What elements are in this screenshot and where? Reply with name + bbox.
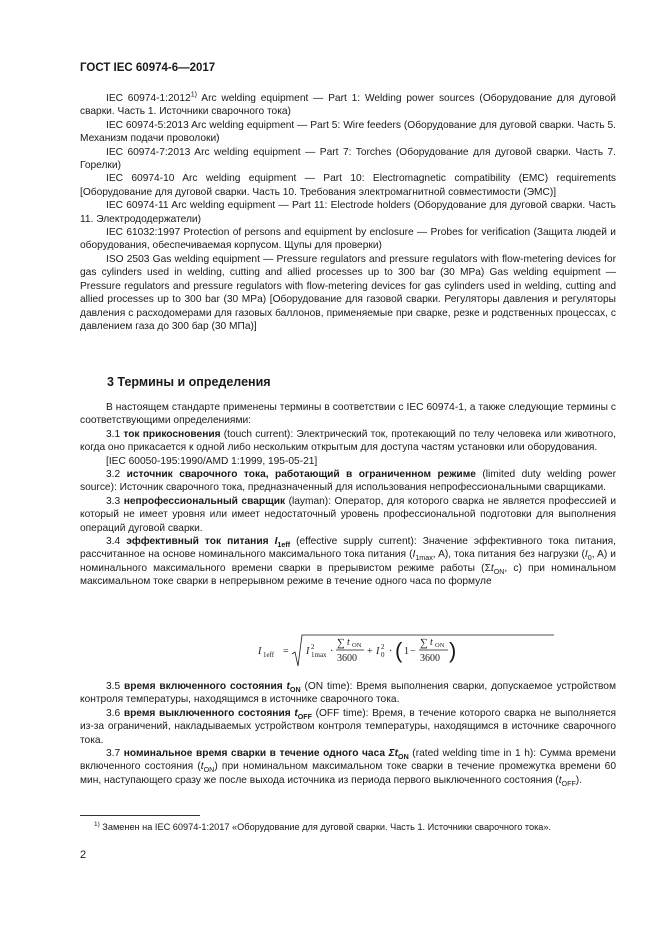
svg-text:): ) (449, 638, 457, 663)
term-3-3: 3.3 непрофессиональный сварщик (layman): Оператор, для которого сварка не является профессией и который не имеет уровня или имеет недостаточный уровень профессиональной подготовки для выполнения операций дуговой сварки. (80, 495, 617, 534)
svg-text:I: I (306, 646, 310, 657)
svg-text:0: 0 (381, 651, 385, 659)
svg-text:I: I (376, 646, 380, 657)
effective-current-formula (258, 632, 558, 670)
formula-lhs: I (258, 646, 262, 657)
term-3-5: 3.5 время включенного состояния $t_{ON}$ (ON time): Время выполнения сварки, допускаемое устройством контроля температуры, находящимся в источнике сварочного тока. (80, 681, 616, 706)
standard-header: ГОСТ IEC 60974-6—2017 (80, 62, 216, 74)
svg-text:+: + (367, 646, 373, 657)
reference-item: ISO 2503 Gas welding equipment — Pressure regulators and pressure regulators with flow-metering devices for gas cylinders used in welding, cutting and allied processes up to 300 bar (30 MPa) Gas welding equipment — Pressure regulators and pressure regulators with flow-metering devices for gas cylinders used in welding, cutting and allied processes up to 300 bar (30 MPa) [Оборудование для газовой сварки. Регуляторы давления и регуляторы давления с расходомерами для газовых баллонов, применяемые при сварке, резке и родственных процессах, с давлением газа до 300 бар (30 МПа)] (80, 253, 616, 332)
svg-text:2: 2 (381, 643, 385, 651)
footnote-text: Заменен на IEC 60974-1:2017 «Оборудование для дуговой сварки. Часть 1. Источники сварочного тока». (99, 822, 552, 832)
term-3-1: 3.1 ток прикосновения (touch current): Электрический ток, протекающий по телу человека или животного, когда оно прикасается к одной либо нескольким открытым для доступа частям установки или оборудования. (80, 428, 616, 454)
svg-text:2: 2 (311, 643, 315, 651)
footnote-separator (80, 815, 200, 816)
svg-text:=: = (283, 646, 289, 657)
svg-text:1: 1 (404, 646, 409, 657)
svg-text:t: t (347, 637, 350, 648)
term-3-1-source: [IEC 60050-195:1990/AMD 1:1999, 195-05-21] (106, 455, 318, 467)
page-number: 2 (80, 849, 87, 861)
svg-text:∑: ∑ (420, 637, 428, 649)
term-3-7: 3.7 номинальное время сварки в течение одного часа $\Sigma t_{ON}$ (rated welding time in 1 h): Сумма времени включенного состояния $(t_{ON})$ при номинальном максимальном токе сварки в течение промежутка времени 60 мин, наступающего сразу же после выхода источника из периода первого выключенного состояния $(t_{OFF})$. (80, 748, 616, 788)
term-3-2: 3.2 источник сварочного тока, работающий в ограниченном режиме (limited duty welding power source): Источник сварочного тока, предназначенный для использования непрофессиональными сварщиками. (80, 469, 616, 494)
reference-item: IEC 60974-1:2012$^{1)}$ Arc welding equipment — Part 1: Welding power sources (Оборудование для дуговой сварки. Часть 1. Источники сварочного тока) (80, 90, 616, 118)
svg-text:−: − (410, 646, 416, 657)
svg-text:·: · (389, 646, 393, 657)
svg-text:(: ( (395, 638, 403, 663)
svg-text:3600: 3600 (337, 653, 357, 664)
definitions-top (80, 401, 616, 589)
reference-item: IEC 60974-10 Arc welding equipment — Part 10: Electromagnetic compatibility (EMC) requirements [Оборудование для дуговой сварки. Часть 10. Требования электромагнитной совместимости (ЭМС)] (80, 173, 616, 198)
reference-item: IEC 61032:1997 Protection of persons and equipment by enclosure — Probes for verification (Защита людей и оборудования, обеспечиваемая корпусом. Щупы для проверки) (80, 227, 616, 252)
reference-item: IEC 60974-7:2013 Arc welding equipment — Part 7: Torches (Оборудование для дуговой сварки. Часть 7. Горелки) (80, 146, 616, 172)
reference-item: IEC 60974-11 Arc welding equipment — Part 11: Electrode holders (Оборудование для дуговой сварки. Часть 11. Электрододержатели) (80, 200, 616, 225)
svg-text:1max: 1max (311, 651, 327, 659)
svg-text:ON: ON (352, 642, 362, 649)
section-heading: 3 Термины и определения (107, 375, 271, 389)
footnote-mark: 1) (94, 820, 100, 828)
svg-text:∑: ∑ (337, 637, 345, 649)
svg-text:·: · (330, 646, 334, 657)
footnote (80, 821, 616, 833)
term-3-6: 3.6 время выключенного состояния $t_{OFF}$ (OFF time): Время, в течение которого сварка не выполняется из-за ограничений, накладываемых устройством контроля температуры, находящимся в источнике сварочного тока. (80, 707, 617, 746)
definitions-bottom (80, 680, 616, 787)
references-list (80, 92, 616, 333)
svg-text:t: t (430, 637, 433, 648)
svg-text:3600: 3600 (420, 653, 440, 664)
svg-text:1eff: 1eff (263, 651, 275, 659)
reference-item: IEC 60974-5:2013 Arc welding equipment — Part 5: Wire feeders (Оборудование для дуговой сварки. Часть 5. Механизм подачи проволоки) (80, 119, 616, 145)
svg-text:ON: ON (435, 642, 445, 649)
term-3-4: 3.4 эффективный ток питания $I_{1eff}$ (effective supply current): Значение эффективного тока питания, рассчитанное на основе номинального максимального тока питания ($I_{1max}$, A), тока питания без нагрузки ($I_0$, A) и номинального максимального времени сварки в прерывистом режиме работы ($\Sigma t_{ON}$, с) при номинальном максимальном токе сварки в непрерывном режиме в течение одного часа по формуле (80, 536, 616, 588)
section-intro: В настоящем стандарте применены термины в соответствии с IEC 60974-1, а также следующие термины с соответствующими определениями: (80, 402, 616, 427)
